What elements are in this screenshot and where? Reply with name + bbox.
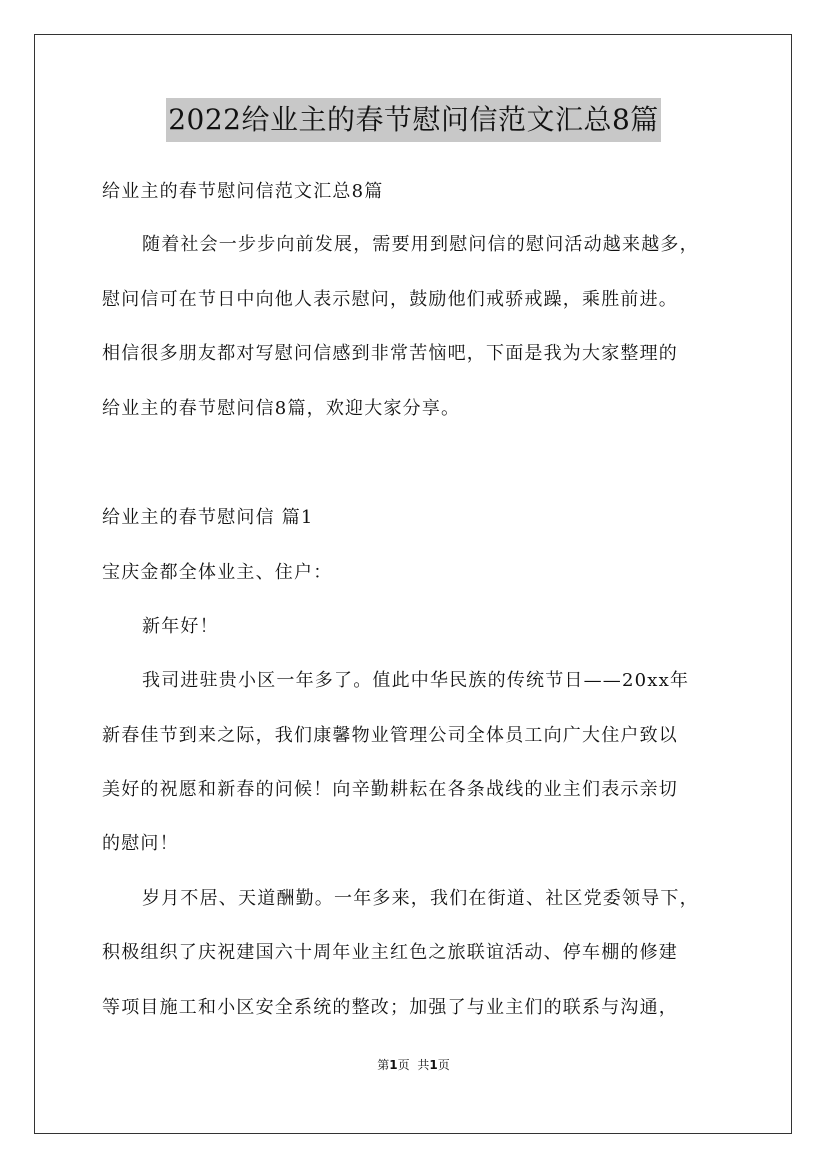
paragraph-line: 新春佳节到来之际，我们康馨物业管理公司全体员工向广大住户致以 <box>102 725 678 746</box>
paragraph-line: 相信很多朋友都对写慰问信感到非常苦恼吧，下面是我为大家整理的 <box>102 343 678 364</box>
footer-page-number: 1 <box>389 1058 398 1072</box>
footer-total-number: 1 <box>429 1058 438 1072</box>
document-title-text: 2022给业主的春节慰问信范文汇总8篇 <box>166 98 661 142</box>
paragraph-line: 给业主的春节慰问信8篇，欢迎大家分享。 <box>102 398 461 419</box>
page-footer <box>0 1056 827 1073</box>
footer-page-prefix: 第 <box>377 1058 390 1072</box>
section-heading: 给业主的春节慰问信 篇1 <box>102 507 314 528</box>
paragraph-line: 我司进驻贵小区一年多了。值此中华民族的传统节日——20xx年 <box>142 670 690 691</box>
paragraph-line: 随着社会一步步向前发展，需要用到慰问信的慰问活动越来越多， <box>142 234 699 255</box>
subtitle-line: 给业主的春节慰问信范文汇总8篇 <box>102 181 384 202</box>
paragraph-line: 等项目施工和小区安全系统的整改；加强了与业主们的联系与沟通， <box>102 997 678 1018</box>
salutation-line: 宝庆金都全体业主、住户： <box>102 562 333 583</box>
paragraph-line: 岁月不居、天道酬勤。一年多来，我们在街道、社区党委领导下， <box>142 888 699 909</box>
paragraph-line: 美好的祝愿和新春的问候！向辛勤耕耘在各条战线的业主们表示亲切 <box>102 779 678 800</box>
footer-total-prefix: 共 <box>417 1058 430 1072</box>
greeting-line: 新年好！ <box>142 616 219 637</box>
document-title <box>0 98 827 142</box>
paragraph-line: 积极组织了庆祝建国六十周年业主红色之旅联谊活动、停车棚的修建 <box>102 942 678 963</box>
footer-total-suffix: 页 <box>437 1058 450 1072</box>
footer-page-suffix: 页 <box>397 1058 410 1072</box>
paragraph-line: 的慰问！ <box>102 833 179 854</box>
paragraph-line: 慰问信可在节日中向他人表示慰问，鼓励他们戒骄戒躁，乘胜前进。 <box>102 289 678 310</box>
